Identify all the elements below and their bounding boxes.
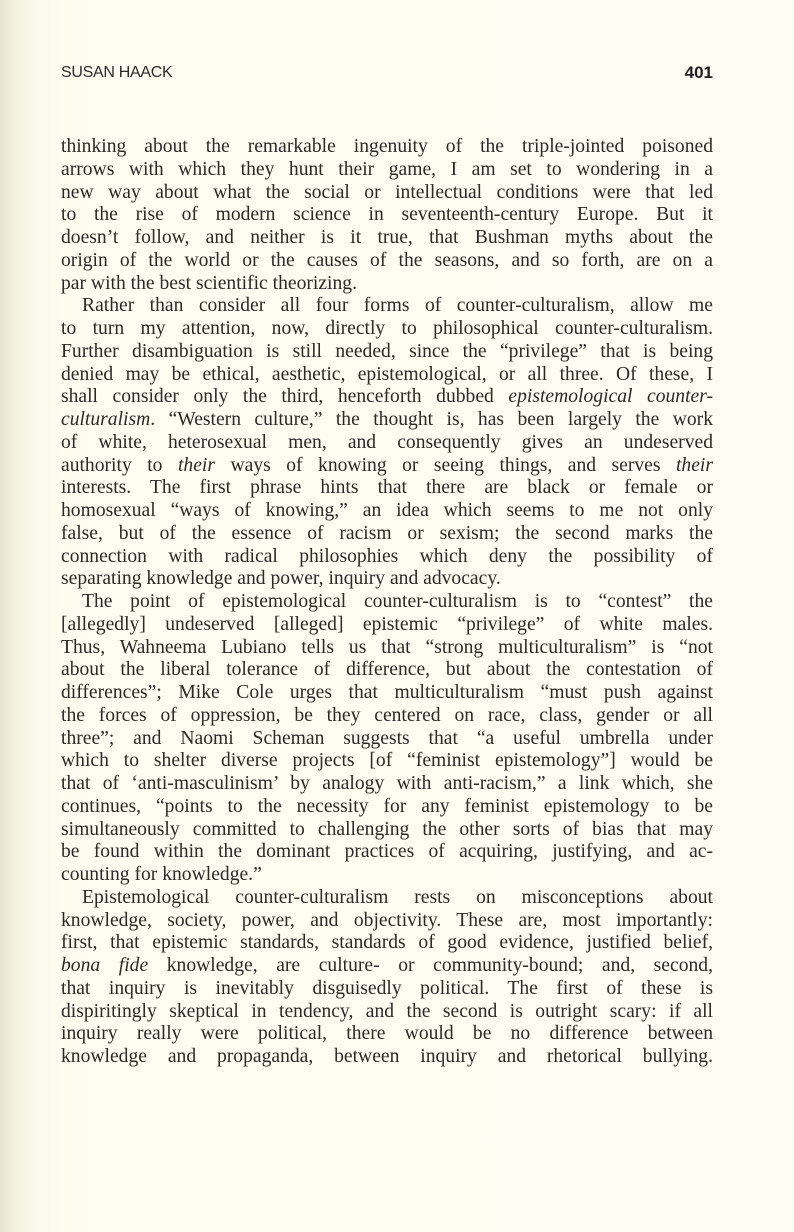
italic-phrase: their [675,454,713,476]
text-line [61,750,713,773]
text-line [61,568,713,591]
text-run: that of ‘anti-masculinism’ by analogy with anti-racism,” a link which, she [61,773,713,794]
text-run: that inquiry is inevitably disguisedly political. The first of these is [61,977,713,999]
text-run: differences”; Mike Cole urges that multiculturalism “must push against [61,682,713,703]
text-run: authority to [61,454,178,476]
text-line [61,546,713,569]
text-run: thinking about the remarkable ingenuity of the triple-jointed poisoned [61,136,713,157]
text-run: Further disambiguation is still needed, since the “privilege” that is being [61,340,713,362]
italic-phrase: bona fide [61,955,149,976]
text-run: first, that epistemic standards, standards of good evidence, justified belief, [61,932,713,954]
text-run: ways of knowing or seeing things, and serves [214,454,676,476]
text-run: doesn’t follow, and neither is it true, that Bushman myths about the [61,227,713,248]
text-line [61,477,713,500]
text-run: knowledge, are culture- or community-bound; and, second, [148,955,713,976]
page-number: 401 [684,63,713,82]
italic-phrase: culturalism [61,409,151,430]
text-run: [allegedly] undeserved [alleged] epistemic “privilege” of white males. [61,613,713,635]
text-line [61,318,713,341]
text-line [61,955,713,978]
text-line [61,273,713,296]
running-head [61,64,713,88]
text-run: inquiry really were political, there would be no difference between [61,1023,713,1045]
text-run: be found within the dominant practices of acquiring, justifying, and ac- [61,841,713,863]
text-run: dispiritingly skeptical in tendency, and the second is outright scary: if all [61,1000,713,1022]
text-line [61,432,713,455]
text-run: to turn my attention, now, directly to philosophical counter-culturalism. [61,318,713,339]
text-line [61,523,713,546]
text-run: to the rise of modern science in seventeenth-century Europe. But it [61,204,713,226]
text-run: knowledge and propaganda, between inquiry and rhetorical bullying. [61,1046,713,1067]
text-run: Epistemological counter-culturalism rests on misconceptions about [82,886,713,908]
text-line [61,819,713,842]
text-run: . “Western culture,” the thought is, has been largely the work [150,409,713,430]
text-run: denied may be ethical, aesthetic, epistemological, or all three. Of these, I [61,363,713,385]
text-line [61,705,713,728]
text-line [61,409,713,432]
text-run: par with the best scientific theorizing. [61,272,357,294]
text-line [61,295,713,318]
text-run: false, but of the essence of racism or sexism; the second marks the [61,522,713,544]
text-run: new way about what the social or intellectual conditions were that led [61,181,713,203]
text-run: continues, “points to the necessity for any feminist epistemology to be [61,795,713,817]
text-run: connection with radical philosophies which deny the possibility of [61,545,713,567]
text-line [61,1023,713,1046]
text-line [61,1001,713,1024]
text-run: separating knowledge and power, inquiry and advocacy. [61,568,501,590]
text-run: three”; and Naomi Scheman suggests that “a useful umbrella under [61,727,713,749]
text-line [61,159,713,182]
text-line [61,841,713,864]
text-run: which to shelter diverse projects [of “feminist epistemology”] would be [61,750,713,772]
italic-phrase: their [177,454,215,476]
text-line [61,250,713,273]
text-line [61,728,713,751]
text-line [61,182,713,205]
text-run: shall consider only the third, henceforth dubbed [61,386,509,408]
text-run: the forces of oppression, be they centered on race, class, gender or all [61,704,713,726]
text-run: knowledge, society, power, and objectivity. These are, most importantly: [61,909,713,931]
text-run: simultaneously committed to challenging the other sorts of bias that may [61,818,713,840]
text-line [61,773,713,796]
text-line [61,887,713,910]
text-run: origin of the world or the causes of the seasons, and so forth, are on a [61,249,713,271]
text-line [61,1046,713,1069]
text-run: interests. The first phrase hints that there are black or female or [61,477,713,499]
text-run: arrows with which they hunt their game, I am set to wondering in a [61,158,713,180]
text-run: homosexual “ways of knowing,” an idea which seems to me not only [61,500,713,521]
text-line [61,910,713,933]
text-line [61,591,713,614]
text-line [61,341,713,364]
text-line [61,386,713,409]
text-line [61,227,713,250]
text-line [61,932,713,955]
body-text [61,136,713,1069]
text-line [61,614,713,637]
text-line [61,682,713,705]
text-line [61,500,713,523]
text-run: The point of epistemological counter-culturalism is to “contest” the [82,591,713,612]
italic-phrase: epistemological counter- [508,386,713,408]
text-line [61,864,713,887]
text-line [61,796,713,819]
text-line [61,204,713,227]
text-run: Thus, Wahneema Lubiano tells us that “strong multiculturalism” is “not [61,636,713,658]
text-line [61,136,713,159]
running-head-author: SUSAN HAACK [61,64,173,81]
text-run: about the liberal tolerance of difference, but about the contestation of [61,659,713,681]
text-run: counting for knowledge.” [61,864,262,885]
text-line [61,659,713,682]
text-line [61,637,713,660]
text-line [61,978,713,1001]
text-run: of white, heterosexual men, and consequently gives an undeserved [61,431,713,453]
text-run: Rather than consider all four forms of counter-culturalism, allow me [82,295,713,317]
text-line [61,455,713,478]
text-line [61,364,713,387]
